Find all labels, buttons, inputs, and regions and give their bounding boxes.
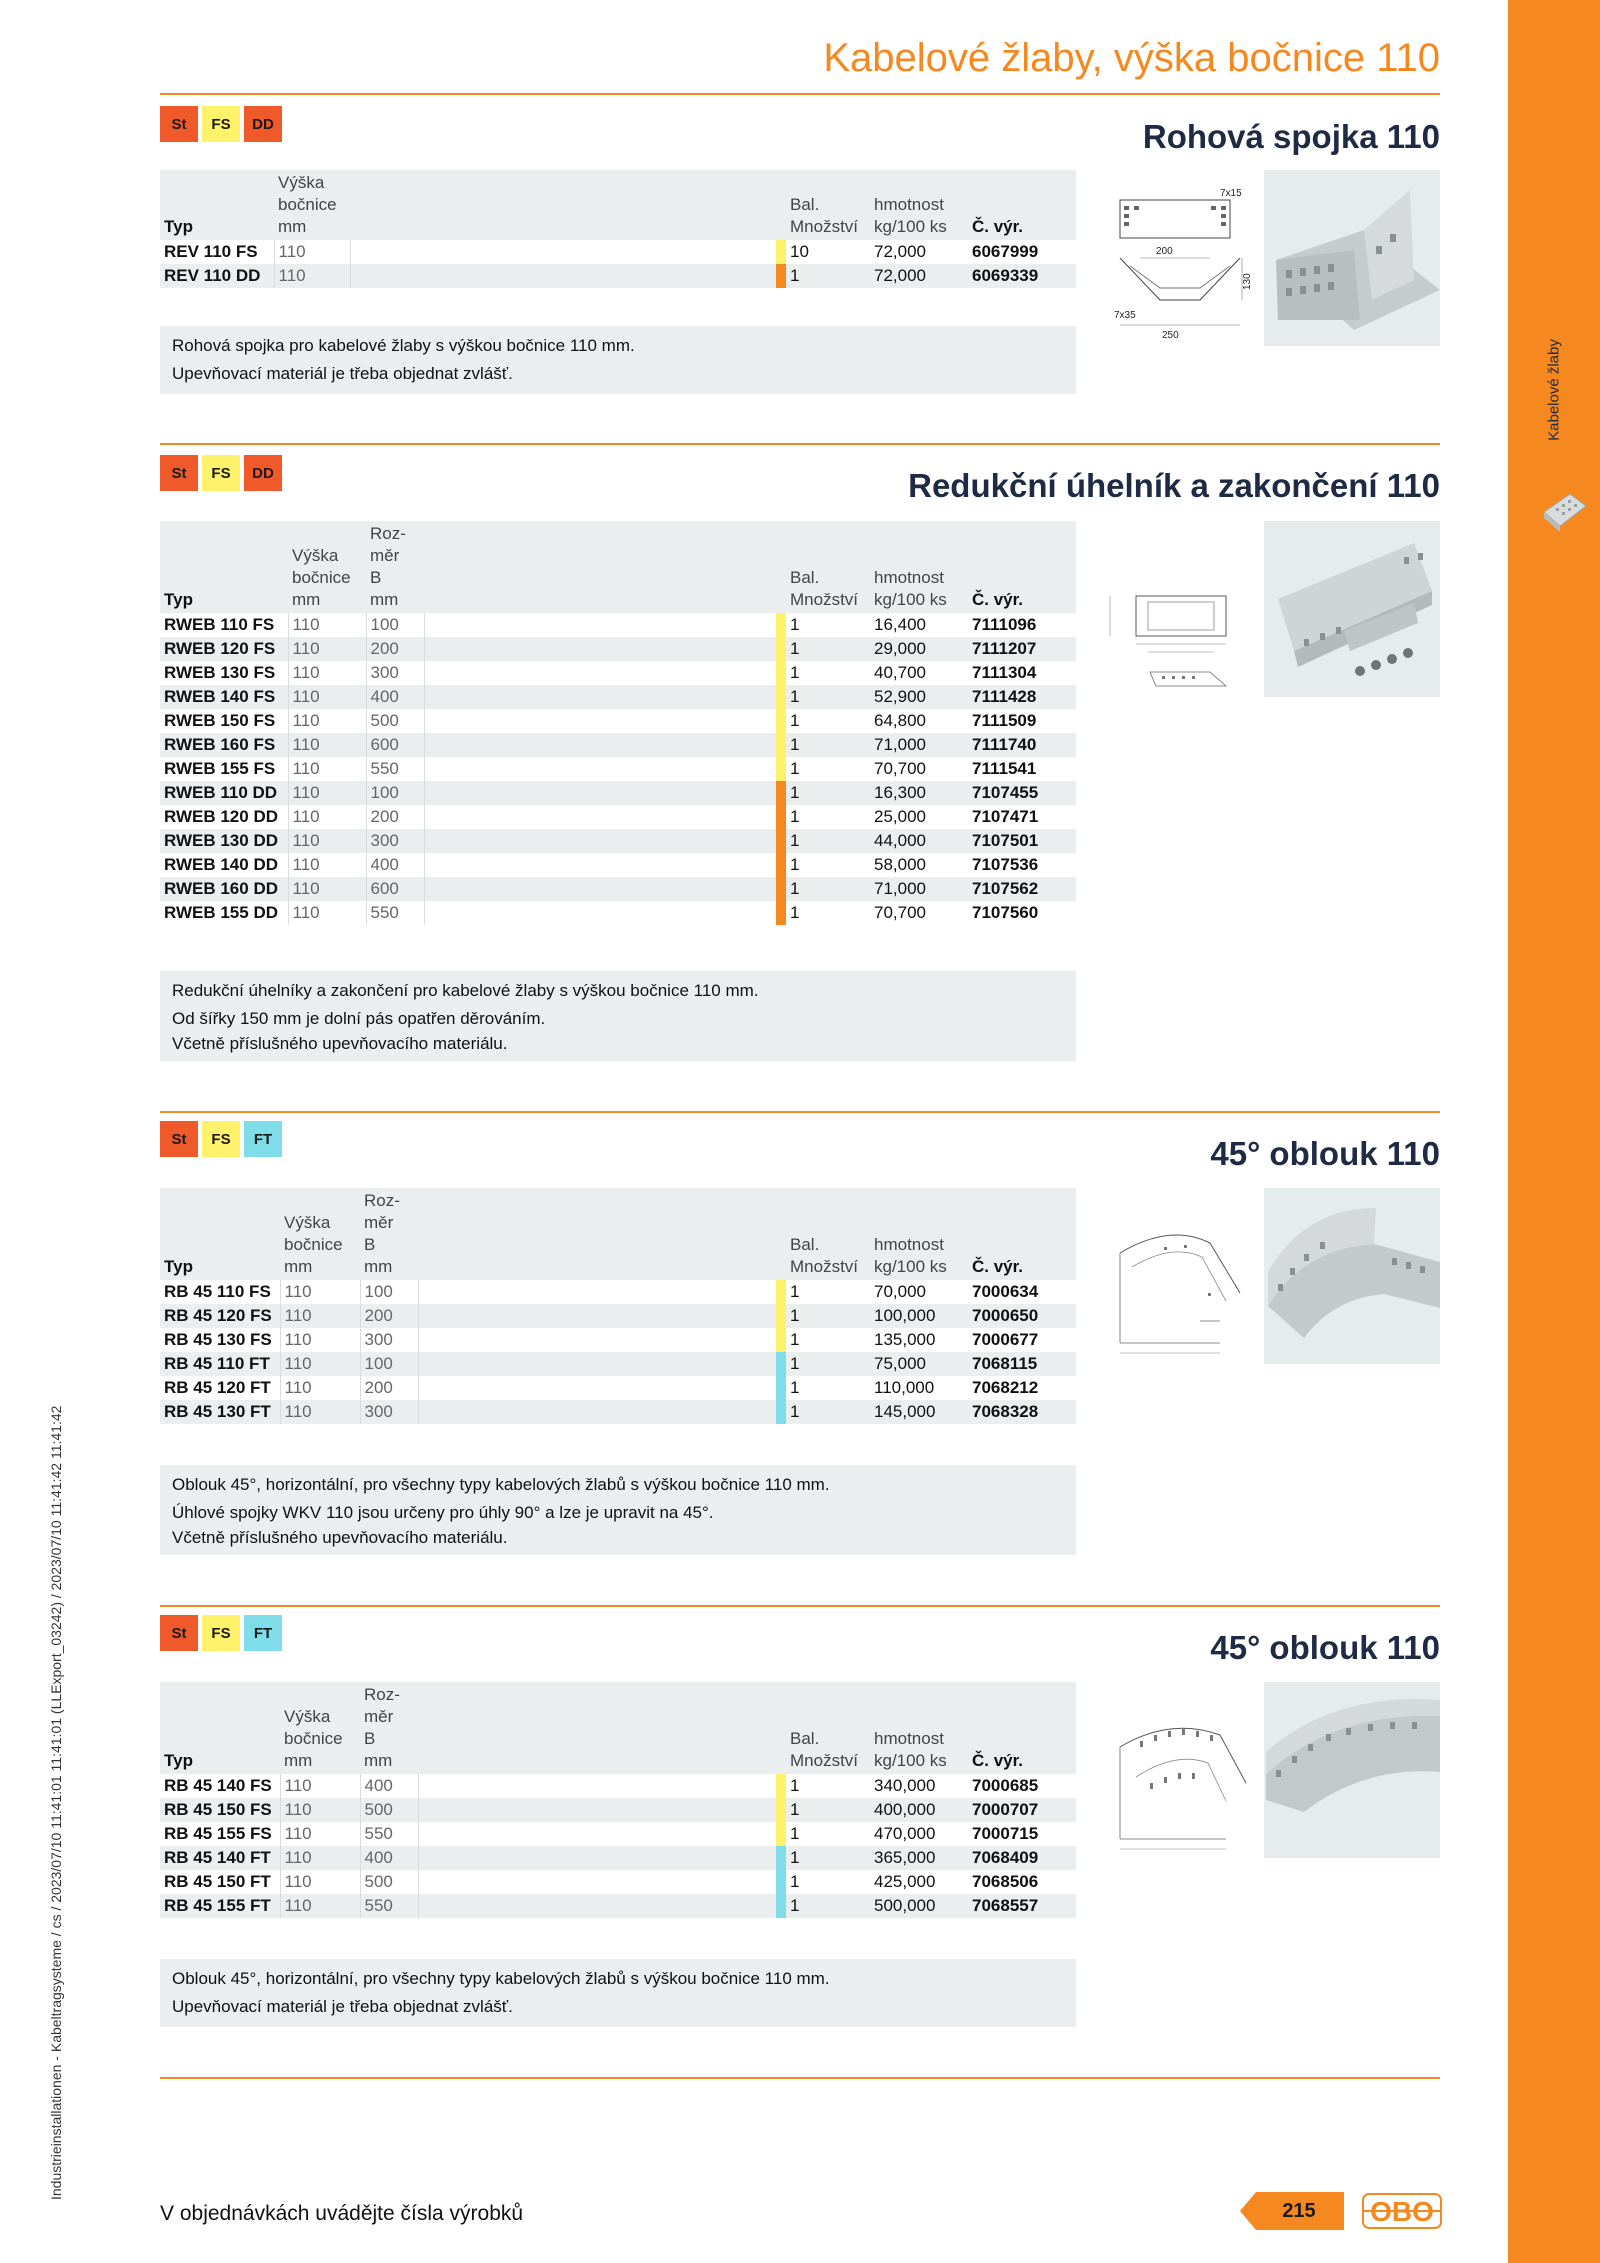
badge-dd: DD xyxy=(244,106,282,142)
finish-marker-fs xyxy=(776,733,786,757)
svg-text:OBO: OBO xyxy=(1370,2196,1434,2227)
badge-fs: FS xyxy=(202,455,240,491)
technical-drawing xyxy=(1100,551,1270,721)
product-photo xyxy=(1264,170,1440,346)
table-row: RWEB 140 DD 110 400 1 58,000 7107536 xyxy=(160,853,1076,877)
col-typ: Typ xyxy=(160,521,288,613)
finish-marker-ft xyxy=(776,1376,786,1400)
finish-marker-fs xyxy=(776,1304,786,1328)
table-row: RB 45 150 FT 110 500 1 425,000 7068506 xyxy=(160,1870,1076,1894)
badge-fs: FS xyxy=(202,106,240,142)
finish-marker-ft xyxy=(776,1870,786,1894)
finish-marker-fs xyxy=(776,1774,786,1798)
finish-marker-ft xyxy=(776,1352,786,1376)
svg-text:200: 200 xyxy=(1156,246,1173,257)
svg-text:7x15: 7x15 xyxy=(1220,188,1242,199)
col-bal: Bal. Množství xyxy=(786,1188,870,1280)
col-hmotnost: hmotnost kg/100 ks xyxy=(870,170,968,240)
table-row: RB 45 155 FS 110 550 1 470,000 7000715 xyxy=(160,1822,1076,1846)
section-rule xyxy=(160,443,1440,445)
obo-logo xyxy=(1362,2192,1442,2230)
finish-marker-dd xyxy=(776,829,786,853)
product-photo xyxy=(1264,521,1440,697)
table-row: RWEB 130 FS 110 300 1 40,700 7111304 xyxy=(160,661,1076,685)
title-rule xyxy=(160,93,1440,95)
col-rozmer: Roz- měr B mm xyxy=(366,521,424,613)
table-row: RWEB 120 FS 110 200 1 29,000 7111207 xyxy=(160,637,1076,661)
col-hmotnost: hmotnost kg/100 ks xyxy=(870,1188,968,1280)
table-row: RWEB 150 FS 110 500 1 64,800 7111509 xyxy=(160,709,1076,733)
finish-marker-fs xyxy=(776,685,786,709)
table-row: RWEB 110 FS 110 100 1 16,400 7111096 xyxy=(160,613,1076,637)
product-table xyxy=(160,521,1077,925)
finish-marker-dd xyxy=(776,853,786,877)
page-number: 215 xyxy=(1240,2192,1344,2230)
table-row: RWEB 120 DD 110 200 1 25,000 7107471 xyxy=(160,805,1076,829)
section-heading: Rohová spojka 110 xyxy=(1142,118,1440,155)
finish-marker-fs xyxy=(776,757,786,781)
section-45-bend-b xyxy=(160,1605,1440,2025)
finish-marker-fs xyxy=(776,613,786,637)
product-table xyxy=(160,170,1076,288)
table-row: RB 45 150 FS 110 500 1 400,000 7000707 xyxy=(160,1798,1076,1822)
section-rule xyxy=(160,1605,1440,1607)
section-45-bend-a xyxy=(160,1111,1440,1551)
table-row: REV 110 DD 110 1 72,000 6069339 xyxy=(160,264,1076,288)
finish-marker-fs xyxy=(776,1328,786,1352)
col-hmotnost: hmotnost kg/100 ks xyxy=(870,521,968,613)
col-vyska: Výška bočnice mm xyxy=(280,1682,360,1774)
col-cislo: Č. výr. xyxy=(968,1682,1076,1774)
section-heading: Redukční úhelník a zakončení 110 xyxy=(908,467,1440,504)
technical-drawing xyxy=(1100,1203,1270,1373)
table-row: RB 45 140 FT 110 400 1 365,000 7068409 xyxy=(160,1846,1076,1870)
finish-marker-ft xyxy=(776,1400,786,1424)
section-heading: 45° oblouk 110 xyxy=(1210,1135,1440,1172)
cable-tray-icon xyxy=(1540,486,1590,536)
product-description: Oblouk 45°, horizontální, pro všechny typy kabelových žlabů s výškou bočnice 110 mm. Úhlové spojky WKV 110 jsou určeny pro úhly 90° a lze je upravit na 45°. Včetně příslušného upevňovacího materiálu. xyxy=(160,1465,1076,1555)
col-bal: Bal. Množství xyxy=(786,170,870,240)
table-row: RB 45 130 FS 110 300 1 135,000 7000677 xyxy=(160,1328,1076,1352)
section-heading: 45° oblouk 110 xyxy=(1210,1629,1440,1666)
finish-marker-fs xyxy=(776,637,786,661)
material-badges xyxy=(160,1121,282,1157)
finish-marker-dd xyxy=(776,901,786,925)
table-row: RB 45 110 FS 110 100 1 70,000 7000634 xyxy=(160,1280,1076,1304)
table-row: RWEB 110 DD 110 100 1 16,300 7107455 xyxy=(160,781,1076,805)
table-row: RWEB 155 FS 110 550 1 70,700 7111541 xyxy=(160,757,1076,781)
finish-marker-fs xyxy=(776,661,786,685)
col-typ: Typ xyxy=(160,1682,280,1774)
side-tab-label: Kabelové žlaby xyxy=(1545,339,1563,441)
finish-marker-dd xyxy=(776,264,786,288)
product-photo xyxy=(1264,1188,1440,1364)
product-photo xyxy=(1264,1682,1440,1858)
material-badges xyxy=(160,1615,282,1651)
badge-st: St xyxy=(160,455,198,491)
col-bal: Bal. Množství xyxy=(786,1682,870,1774)
col-typ: Typ xyxy=(160,170,274,240)
table-row: RWEB 155 DD 110 550 1 70,700 7107560 xyxy=(160,901,1076,925)
table-row: RB 45 130 FT 110 300 1 145,000 7068328 xyxy=(160,1400,1076,1424)
finish-marker-fs xyxy=(776,1280,786,1304)
section-corner-connector xyxy=(160,96,1440,396)
finish-marker-dd xyxy=(776,805,786,829)
order-note: V objednávkách uvádějte čísla výrobků xyxy=(160,2202,524,2225)
badge-fs: FS xyxy=(202,1615,240,1651)
finish-marker-fs xyxy=(776,1798,786,1822)
col-vyska: Výška bočnice mm xyxy=(288,521,366,613)
technical-drawing xyxy=(1100,180,1270,350)
material-badges xyxy=(160,455,282,491)
badge-fs: FS xyxy=(202,1121,240,1157)
col-rozmer: Roz- měr B mm xyxy=(360,1682,418,1774)
svg-text:250: 250 xyxy=(1162,330,1179,341)
col-typ: Typ xyxy=(160,1188,280,1280)
product-table xyxy=(160,1682,1077,1918)
finish-marker-ft xyxy=(776,1846,786,1870)
col-vyska: Výška bočnice mm xyxy=(274,170,350,240)
table-row: RB 45 110 FT 110 100 1 75,000 7068115 xyxy=(160,1352,1076,1376)
badge-st: St xyxy=(160,106,198,142)
product-description: Rohová spojka pro kabelové žlaby s výškou bočnice 110 mm. Upevňovací materiál je třeba objednat zvlášť. xyxy=(160,326,1076,394)
svg-text:130: 130 xyxy=(1242,273,1253,290)
badge-st: St xyxy=(160,1615,198,1651)
table-row: RWEB 160 DD 110 600 1 71,000 7107562 xyxy=(160,877,1076,901)
page-title: Kabelové žlaby, výška bočnice 110 xyxy=(823,36,1440,80)
footer-rule xyxy=(160,2077,1440,2079)
table-row: RB 45 155 FT 110 550 1 500,000 7068557 xyxy=(160,1894,1076,1918)
col-hmotnost: hmotnost kg/100 ks xyxy=(870,1682,968,1774)
badge-ft: FT xyxy=(244,1121,282,1157)
col-cislo: Č. výr. xyxy=(968,521,1076,613)
product-description: Oblouk 45°, horizontální, pro všechny typy kabelových žlabů s výškou bočnice 110 mm. Upevňovací materiál je třeba objednat zvlášť. xyxy=(160,1959,1076,2027)
table-row: RWEB 140 FS 110 400 1 52,900 7111428 xyxy=(160,685,1076,709)
table-row: RB 45 120 FT 110 200 1 110,000 7068212 xyxy=(160,1376,1076,1400)
section-reduction-angle xyxy=(160,443,1440,1063)
finish-marker-ft xyxy=(776,1894,786,1918)
table-row: REV 110 FS 110 10 72,000 6067999 xyxy=(160,240,1076,264)
col-cislo: Č. výr. xyxy=(968,1188,1076,1280)
finish-marker-fs xyxy=(776,709,786,733)
table-row: RB 45 140 FS 110 400 1 340,000 7000685 xyxy=(160,1774,1076,1798)
product-description: Redukční úhelníky a zakončení pro kabelové žlaby s výškou bočnice 110 mm. Od šířky 150 mm je dolní pás opatřen děrováním. Včetně příslušného upevňovacího materiálu. xyxy=(160,971,1076,1061)
svg-text:7x35: 7x35 xyxy=(1114,310,1136,321)
badge-ft: FT xyxy=(244,1615,282,1651)
finish-marker-dd xyxy=(776,877,786,901)
col-vyska: Výška bočnice mm xyxy=(280,1188,360,1280)
col-rozmer: Roz- měr B mm xyxy=(360,1188,418,1280)
col-bal: Bal. Množství xyxy=(786,521,870,613)
badge-st: St xyxy=(160,1121,198,1157)
table-row: RB 45 120 FS 110 200 1 100,000 7000650 xyxy=(160,1304,1076,1328)
section-rule xyxy=(160,1111,1440,1113)
table-row: RWEB 160 FS 110 600 1 71,000 7111740 xyxy=(160,733,1076,757)
finish-marker-dd xyxy=(776,781,786,805)
technical-drawing xyxy=(1100,1701,1270,1871)
badge-dd: DD xyxy=(244,455,282,491)
table-row: RWEB 130 DD 110 300 1 44,000 7107501 xyxy=(160,829,1076,853)
finish-marker-fs xyxy=(776,1822,786,1846)
product-table xyxy=(160,1188,1077,1424)
material-badges xyxy=(160,106,282,142)
col-cislo: Č. výr. xyxy=(968,170,1076,240)
finish-marker-fs xyxy=(776,240,786,264)
